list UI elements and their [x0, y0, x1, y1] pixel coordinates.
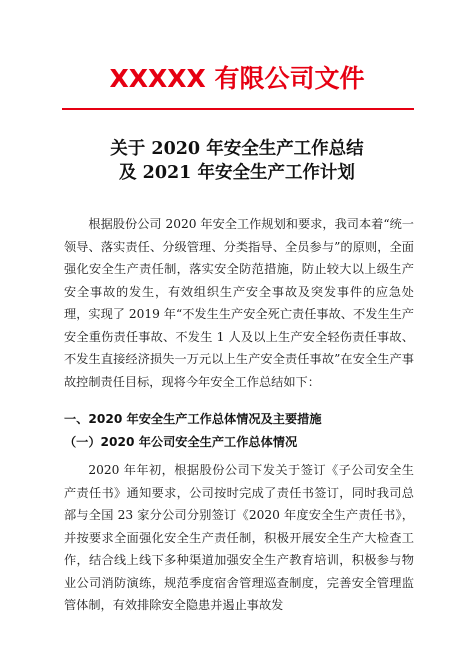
- document-title-line-2: 及 2021 年安全生产工作计划: [119, 163, 355, 183]
- subsection-1-heading: （一）2020 年公司安全生产工作总体情况: [64, 435, 298, 449]
- document-title-line-1: 关于 2020 年安全生产工作总结: [110, 139, 364, 159]
- intro-paragraph: 根据股份公司 2020 年安全工作规划和要求，我司本着“统一领导、落实责任、分级管理、分类指导、全员参与”的原则，全面强化安全生产责任制，落实安全防范措施，防止较大以上级生产安全事故的发生，有效组织生产安全事故及突发事件的应急处理，实现了 2019 年“不发生生产安全死亡责任事故、不发生生产安全重伤责任事故、不发生 1 人及以上生产安全轻伤责任事故、不发生直接经济损失一万元以上生产安全责任事故”在安全生产事故控制责任目标，现将今年安全工作总结如下：: [64, 217, 414, 389]
- subsection-1-paragraph: 2020 年年初，根据股份公司下发关于签订《子公司安全生产责任书》通知要求，公司按时完成了责任书签订，同时我司总部与全国 23 家分公司分别签订《2020 年度安全生产责任书》，并按要求全面强化安全生产责任制，积极开展安全生产大检查工作，结合线上线下多种渠道加强安全生产教育培训，积极参与物业公司消防演练，规范季度宿舍管理巡查制度，完善安全管理监管体制，有效排除安全隐患并遏止事故发: [64, 463, 414, 612]
- company-document-header: XXXXX 有限公司文件: [109, 64, 365, 93]
- red-divider-rule: [62, 108, 414, 110]
- section-1-heading: 一、2020 年安全生产工作总体情况及主要措施: [64, 412, 322, 426]
